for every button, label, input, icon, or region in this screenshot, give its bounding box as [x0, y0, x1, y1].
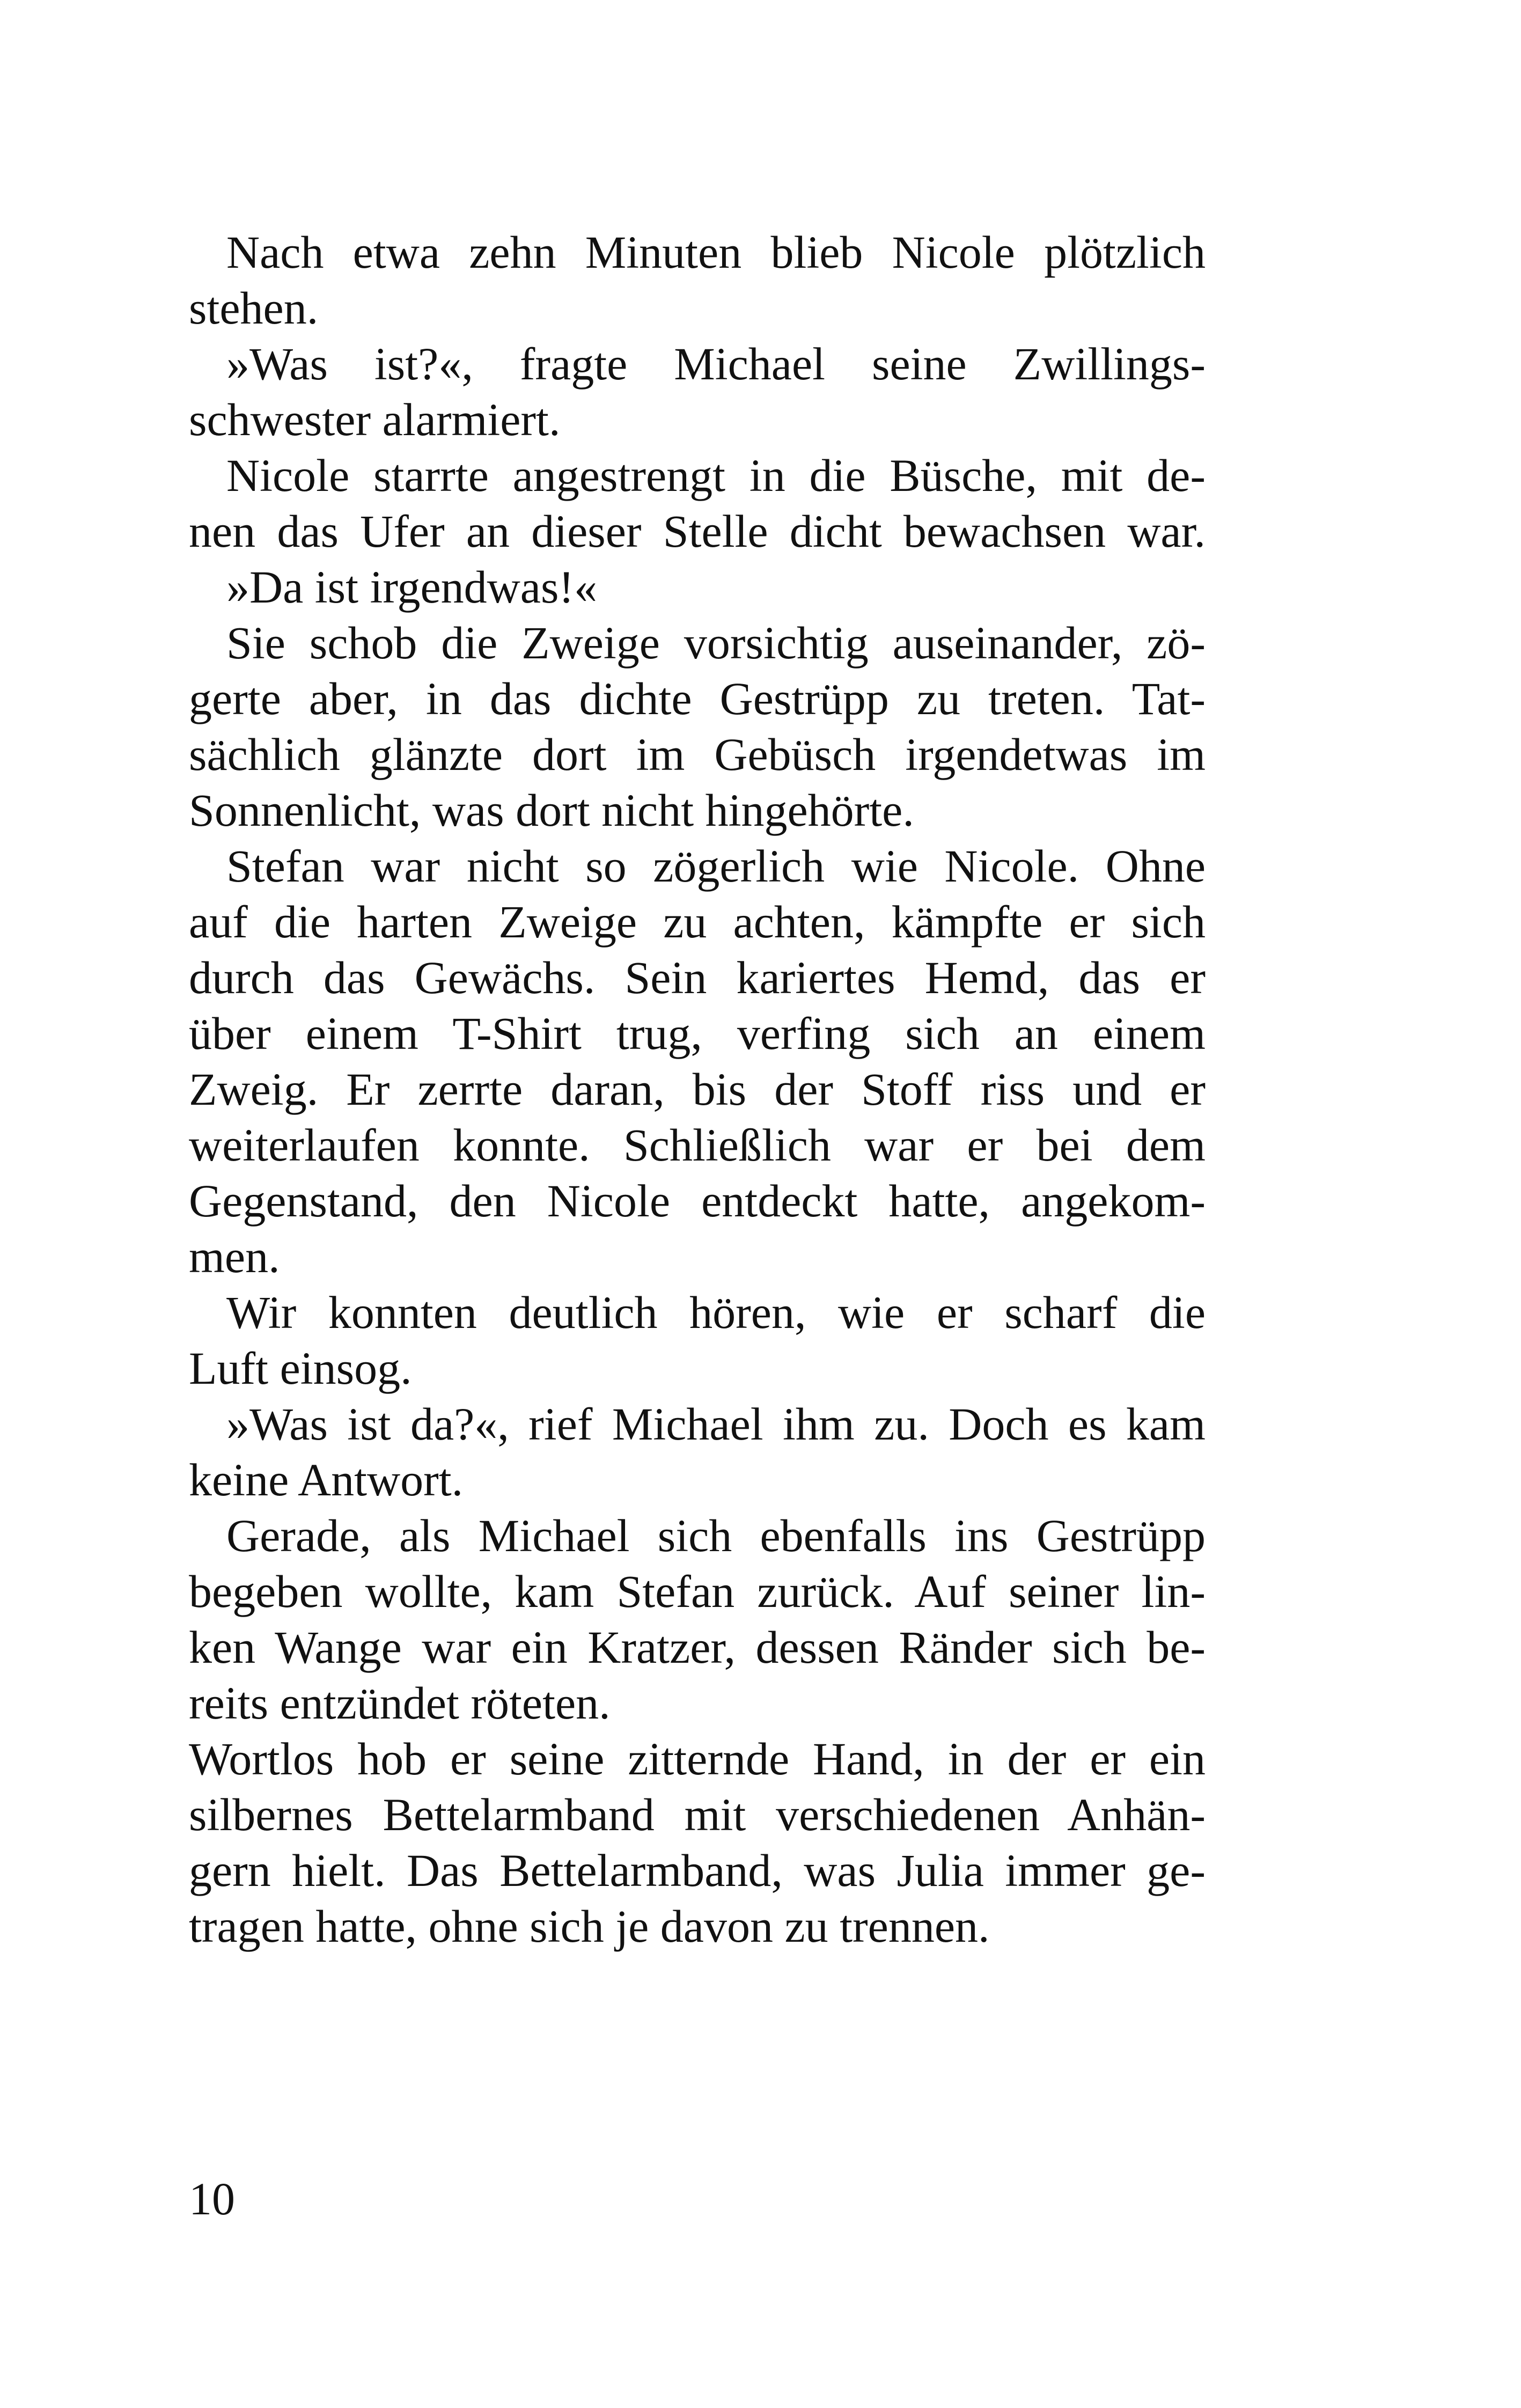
text-line: Zweig. Er zerrte daran, bis der Stoff riss und er: [189, 1063, 1206, 1115]
text-line: durch das Gewächs. Sein kariertes Hemd, das er: [189, 952, 1206, 1003]
text-line: ken Wange war ein Kratzer, dessen Ränder sich be-: [189, 1621, 1206, 1673]
text-line: reits entzündet röteten.: [189, 1677, 611, 1729]
text-line: men.: [189, 1231, 280, 1282]
text-line: keine Antwort.: [189, 1454, 464, 1506]
text-line: silbernes Bettelarmband mit verschiedenen Anhän-: [189, 1789, 1206, 1840]
text-line: Wir konnten deutlich hören, wie er scharf die: [226, 1287, 1206, 1338]
text-line: begeben wollte, kam Stefan zurück. Auf seiner lin-: [189, 1566, 1206, 1617]
page-number: 10: [189, 2173, 235, 2225]
text-line: stehen.: [189, 282, 319, 334]
text-line: weiterlaufen konnte. Schließlich war er bei dem: [189, 1119, 1206, 1171]
text-line: Stefan war nicht so zögerlich wie Nicole. Ohne: [226, 840, 1206, 892]
text-line: schwester alarmiert.: [189, 394, 561, 445]
text-line: »Was ist da?«, rief Michael ihm zu. Doch es kam: [226, 1398, 1206, 1450]
text-line: gerte aber, in das dichte Gestrüpp zu treten. Tat-: [189, 673, 1206, 724]
text-line: tragen hatte, ohne sich je davon zu trennen.: [189, 1900, 990, 1952]
text-line: Gerade, als Michael sich ebenfalls ins Gestrüpp: [226, 1510, 1206, 1561]
text-line: gern hielt. Das Bettelarmband, was Julia immer ge-: [189, 1845, 1206, 1896]
text-line: Nach etwa zehn Minuten blieb Nicole plötzlich: [226, 226, 1206, 278]
text-line: über einem T-Shirt trug, verfing sich an einem: [189, 1008, 1206, 1059]
text-line: Gegenstand, den Nicole entdeckt hatte, angekom-: [189, 1175, 1206, 1227]
text-line: Wortlos hob er seine zitternde Hand, in der er ein: [189, 1733, 1206, 1785]
text-line: »Da ist irgendwas!«: [226, 561, 598, 613]
text-line: Sie schob die Zweige vorsichtig auseinander, zö-: [226, 617, 1206, 669]
text-line: auf die harten Zweige zu achten, kämpfte er sich: [189, 896, 1206, 948]
text-line: Luft einsog.: [189, 1342, 412, 1394]
text-line: nen das Ufer an dieser Stelle dicht bewachsen war.: [189, 505, 1206, 557]
text-line: Nicole starrte angestrengt in die Büsche, mit de-: [226, 450, 1206, 501]
text-line: »Was ist?«, fragte Michael seine Zwillings-: [226, 338, 1206, 390]
text-line: sächlich glänzte dort im Gebüsch irgendetwas im: [189, 729, 1206, 780]
text-line: Sonnenlicht, was dort nicht hingehörte.: [189, 784, 914, 836]
